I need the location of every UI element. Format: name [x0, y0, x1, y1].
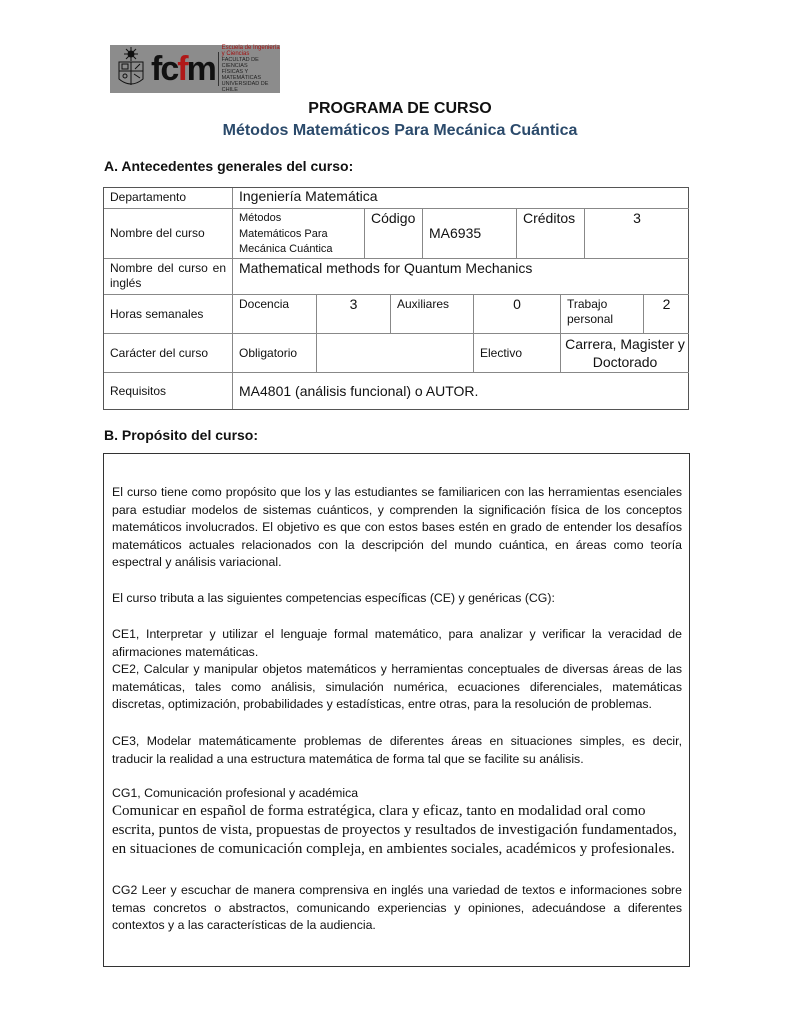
value-requisitos: MA4801 (análisis funcional) o AUTOR. [239, 382, 479, 399]
page-title: PROGRAMA DE CURSO [308, 100, 492, 117]
label-obligatorio: Obligatorio [233, 334, 317, 373]
label-nombre-ingles: Nombre del curso en inglés [104, 259, 233, 295]
label-auxiliares: Auxiliares [391, 295, 474, 334]
university-crest-icon [113, 47, 149, 91]
value-electivo: Carrera, Magister y Doctorado [561, 334, 689, 373]
purpose-intro: El curso tiene como propósito que los y las estudiantes se familiaricen con las herramientas esenciales para estudiar modelos de sistemas cuánticos, y comprenden la significación física de los conceptos matemáticos involucrados. El objetivo es que con estos bases estén en grado de entender los desafíos matemáticos actuales relacionados con la descripción del mundo cuántica, en áreas como teoría espectral y análisis variacional. [112, 485, 682, 569]
competencias-intro: El curso tributa a las siguientes competencias específicas (CE) y genéricas (CG): [112, 591, 555, 605]
fcfm-logo [110, 45, 280, 93]
fcfm-wordmark: fcfm [151, 50, 215, 88]
competencia-ce2: CE2, Calcular y manipular objetos matemáticos y herramientas conceptuales de diversas áreas de las matemáticas, tales como análisis, simulación numérica, ecuaciones diferenciales, matemáticas discretas, optimización, probabilidades y estadísticas, entre otras, para la resolución de problemas. [112, 662, 682, 711]
competencia-ce3: CE3, Modelar matemáticamente problemas de diferentes áreas en situaciones simples, es decir, traducir la realidad a una estructura matemática de forma tal que se facilite su análisis. [112, 734, 682, 766]
value-creditos: 3 [585, 209, 689, 259]
value-codigo: MA6935 [423, 209, 517, 259]
section-b-heading: B. Propósito del curso: [104, 427, 259, 443]
label-departamento: Departamento [104, 188, 233, 209]
label-electivo: Electivo [474, 334, 561, 373]
section-a-heading: A. Antecedentes generales del curso: [104, 158, 354, 174]
value-auxiliares: 0 [474, 295, 561, 334]
competencia-cg2: CG2 Leer y escuchar de manera comprensiva en inglés una variedad de textos e informaciones sobre temas concretos o abstractos, comunicando experiencias y opiniones, adecuándose a diferentes contextos y a las características de la audiencia. [112, 883, 682, 932]
label-docencia: Docencia [233, 295, 317, 334]
value-docencia: 3 [317, 295, 391, 334]
logo-text: Escuela de Ingeniería y Ciencias FACULTAD DE CIENCIAS FÍSICAS Y MATEMÁTICAS UNIVERSIDAD DE CHILE [221, 45, 280, 93]
label-horas: Horas semanales [104, 295, 233, 334]
competencia-ce1: CE1, Interpretar y utilizar el lenguaje formal matemático, para analizar y verificar la veracidad de afirmaciones matemáticas. [112, 627, 682, 659]
label-trabajo-personal: Trabajo personal [561, 295, 644, 334]
label-creditos: Créditos [517, 209, 585, 259]
competencia-cg1-title: CG1, Comunicación profesional y académica [112, 786, 359, 800]
value-trabajo-personal: 2 [644, 295, 689, 334]
value-nombre-curso: Métodos Matemáticos Para Mecánica Cuántica [233, 209, 365, 259]
label-requisitos: Requisitos [104, 373, 233, 409]
label-nombre-curso: Nombre del curso [104, 209, 233, 259]
course-title: Métodos Matemáticos Para Mecánica Cuántica [222, 122, 578, 139]
value-departamento: Ingeniería Matemática [233, 188, 689, 209]
course-info-table [103, 187, 689, 410]
label-caracter: Carácter del curso [104, 334, 233, 373]
label-codigo: Código [365, 209, 423, 259]
value-nombre-ingles: Mathematical methods for Quantum Mechanics [233, 259, 689, 295]
value-obligatorio [317, 334, 474, 373]
logo-divider [218, 52, 219, 86]
competencia-cg1-body: Comunicar en español de forma estratégica, clara y eficaz, tanto en modalidad oral como escrita, puntos de vista, propuestas de proyectos y resultados de investigación fundamentados, en situaciones de comunicación compleja, en ambientes sociales, académicos y profesionales. [112, 803, 677, 857]
